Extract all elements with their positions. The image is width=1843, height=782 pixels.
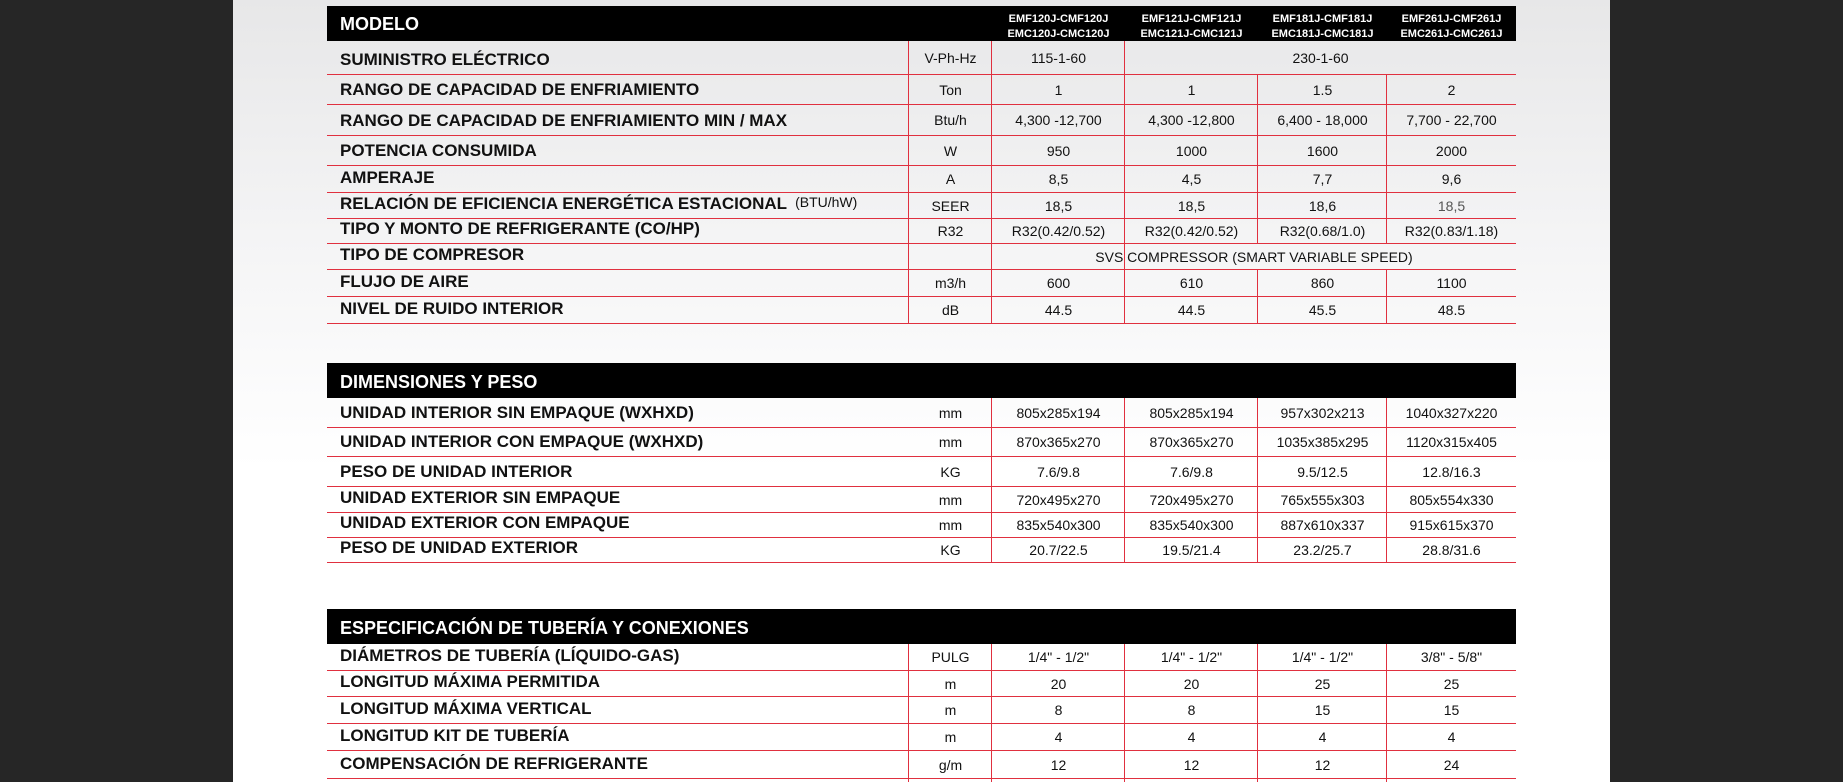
piping-title: ESPECIFICACIÓN DE TUBERÍA Y CONEXIONES	[340, 618, 749, 638]
grid-line	[1257, 398, 1258, 563]
value-cell: 24	[1443, 756, 1460, 773]
modelo-title: MODELO	[340, 14, 419, 34]
grid-line	[1386, 644, 1387, 782]
unit-cell: g/m	[938, 756, 963, 773]
grid-line	[1386, 398, 1387, 563]
value-cell: 3/8" - 5/8"	[1420, 649, 1483, 665]
unit-cell: SEER	[931, 197, 970, 214]
row-rango-minmax	[327, 105, 1516, 136]
grid-line	[1124, 398, 1125, 563]
value-cell: 20.7/22.5	[1029, 542, 1088, 558]
unit-cell	[909, 244, 992, 269]
dim-row	[327, 457, 1516, 487]
grid-line	[1124, 644, 1125, 782]
value-cell: 44.5	[1177, 302, 1206, 318]
row-label: LONGITUD MÁXIMA VERTICAL	[340, 699, 592, 718]
unit-cell: KG	[940, 463, 961, 480]
pipe-row	[327, 644, 1516, 671]
grid-line	[991, 644, 992, 782]
unit-cell: W	[943, 142, 958, 159]
value-cell: 1	[1054, 81, 1063, 98]
row-label: UNIDAD INTERIOR SIN EMPAQUE (WXHXD)	[340, 403, 694, 422]
value-cell: 7,7	[1312, 171, 1333, 187]
value-cell: 25	[1443, 675, 1460, 692]
value-cell: 20	[1050, 675, 1067, 692]
dim-row	[327, 487, 1516, 513]
value-cell: 870x365x270	[1149, 434, 1234, 450]
dimensions-title: DIMENSIONES Y PESO	[340, 372, 538, 392]
row-label: LONGITUD MÁXIMA PERMITIDA	[340, 672, 601, 691]
value-cell: 12	[1183, 756, 1200, 773]
pipe-row	[327, 751, 1516, 779]
row-refrigerante	[327, 219, 1516, 244]
value-cell: 4,300 -12,800	[1148, 112, 1235, 128]
value-cell: 835x540x300	[1016, 517, 1101, 533]
value-cell: 9,6	[1441, 171, 1462, 187]
value-cell: 18,5	[1177, 197, 1206, 214]
value-cell: 1000	[1175, 142, 1208, 159]
value-cell: 15	[1443, 702, 1460, 718]
grid-line	[1386, 75, 1387, 244]
grid-line	[991, 41, 992, 324]
pipe-row	[327, 671, 1516, 697]
model-col-3: EMF181J-CMF181J EMC181J-CMC181J	[1271, 13, 1374, 40]
row-ruido	[327, 297, 1516, 324]
value-cell: 7.6/9.8	[1170, 463, 1213, 480]
dim-row	[327, 398, 1516, 428]
grid-line	[908, 644, 909, 782]
value-cell: 765x555x303	[1280, 491, 1365, 508]
unit-cell: dB	[941, 302, 960, 318]
value-cell: 1600	[1306, 142, 1339, 159]
row-potencia	[327, 136, 1516, 166]
value-cell: 28.8/31.6	[1422, 542, 1481, 558]
row-label: UNIDAD INTERIOR CON EMPAQUE (WXHXD)	[340, 432, 704, 451]
value-cell: 18,5	[1437, 197, 1466, 214]
row-label: LONGITUD KIT DE TUBERÍA	[340, 726, 570, 745]
value-cell: 19.5/21.4	[1162, 542, 1221, 558]
row-rango	[327, 75, 1516, 105]
value-cell: 4	[1054, 729, 1063, 745]
value-cell: 12.8/16.3	[1422, 463, 1481, 480]
pipe-row	[327, 724, 1516, 751]
row-label: TIPO Y MONTO DE REFRIGERANTE (CO/HP)	[340, 219, 700, 238]
row-label: PESO DE UNIDAD INTERIOR	[340, 462, 573, 481]
unit-cell: V-Ph-Hz	[924, 49, 977, 66]
value-cell: 115-1-60	[1030, 49, 1086, 66]
unit-cell: m3/h	[934, 275, 967, 291]
row-label: SUMINISTRO ELÉCTRICO	[340, 50, 550, 69]
value-cell-span: SVS COMPRESSOR (SMART VARIABLE SPEED)	[1095, 248, 1413, 265]
row-label: DIÁMETROS DE TUBERÍA (LÍQUIDO-GAS)	[340, 646, 680, 665]
value-cell: 1/4" - 1/2"	[1291, 649, 1354, 665]
value-cell: 48.5	[1437, 302, 1466, 318]
row-label: PESO DE UNIDAD EXTERIOR	[340, 538, 579, 557]
row-label: TIPO DE COMPRESOR	[340, 245, 525, 264]
value-cell: 835x540x300	[1149, 517, 1234, 533]
value-cell: 720x495x270	[1149, 491, 1234, 508]
row-label: RANGO DE CAPACIDAD DE ENFRIAMIENTO MIN / MAX	[340, 111, 788, 130]
value-cell: 44.5	[1044, 302, 1073, 318]
value-cell: 1.5	[1312, 81, 1333, 98]
value-cell: 12	[1050, 756, 1067, 773]
value-cell: 4,300 -12,700	[1015, 112, 1102, 128]
value-cell: 4	[1318, 729, 1327, 745]
value-cell: 805x285x194	[1016, 404, 1101, 421]
row-label: RELACIÓN DE EFICIENCIA ENERGÉTICA ESTACIONAL (BTU/hW)	[340, 194, 858, 213]
value-cell: 4,5	[1181, 171, 1202, 187]
value-cell: R32(0.68/1.0)	[1279, 223, 1366, 239]
unit-cell: PULG	[931, 649, 970, 665]
unit-cell: A	[945, 171, 956, 187]
value-cell: 887x610x337	[1280, 517, 1365, 533]
value-cell: 9.5/12.5	[1297, 463, 1348, 480]
value-cell: 18,6	[1308, 197, 1337, 214]
value-cell: 957x302x213	[1280, 404, 1365, 421]
unit-cell: mm	[938, 434, 963, 450]
value-cell: R32(0.42/0.52)	[1144, 223, 1239, 239]
value-cell: 7.6/9.8	[1037, 463, 1080, 480]
value-cell: 6,400 - 18,000	[1277, 112, 1368, 128]
row-suministro	[327, 41, 1516, 75]
value-cell: 18,5	[1044, 197, 1073, 214]
value-cell: 805x554x330	[1409, 491, 1494, 508]
unit-cell: mm	[938, 404, 963, 421]
value-cell: 915x615x370	[1409, 517, 1494, 533]
value-cell: 12	[1314, 756, 1331, 773]
unit-cell: m	[944, 729, 957, 745]
dim-row	[327, 538, 1516, 563]
value-cell: 610	[1179, 275, 1204, 291]
unit-cell: Btu/h	[934, 112, 967, 128]
unit-cell: m	[944, 675, 957, 692]
value-cell: 1100	[1436, 275, 1467, 291]
specs-table	[327, 6, 1516, 321]
value-cell: 720x495x270	[1016, 491, 1101, 508]
value-cell: 860	[1310, 275, 1335, 291]
unit-cell: m	[944, 702, 957, 718]
piping-header	[327, 609, 1516, 644]
row-label: UNIDAD EXTERIOR SIN EMPAQUE	[340, 488, 621, 507]
value-cell: 8,5	[1048, 171, 1069, 187]
value-cell: 805x285x194	[1149, 404, 1234, 421]
pipe-row	[327, 697, 1516, 724]
model-header-row	[327, 6, 1516, 41]
grid-line	[1124, 41, 1125, 324]
value-cell: 870x365x270	[1016, 434, 1101, 450]
value-cell: 2000	[1435, 142, 1468, 159]
unit-cell: mm	[938, 517, 963, 533]
grid-line	[1257, 644, 1258, 782]
unit-cell: mm	[938, 491, 963, 508]
dimensions-header	[327, 363, 1516, 398]
value-cell: 4	[1187, 729, 1196, 745]
row-label: UNIDAD EXTERIOR CON EMPAQUE	[340, 513, 630, 532]
value-cell: 1035x385x295	[1276, 434, 1369, 450]
value-cell: 600	[1046, 275, 1071, 291]
value-cell: 25	[1314, 675, 1331, 692]
row-amperaje	[327, 166, 1516, 193]
dim-row	[327, 428, 1516, 457]
model-col-4: EMF261J-CMF261J EMC261J-CMC261J	[1400, 13, 1503, 40]
value-cell: 7,700 - 22,700	[1406, 112, 1497, 128]
value-cell: 4	[1447, 729, 1456, 745]
value-cell: 2	[1447, 81, 1456, 98]
grid-line	[1257, 270, 1258, 324]
value-cell: 45.5	[1308, 302, 1337, 318]
model-col-1: EMF120J-CMF120J EMC120J-CMC120J	[1007, 13, 1110, 40]
unit-cell: KG	[940, 542, 961, 558]
value-cell: 20	[1183, 675, 1200, 692]
row-label: RANGO DE CAPACIDAD DE ENFRIAMIENTO	[340, 80, 700, 99]
value-cell: 1/4" - 1/2"	[1027, 649, 1090, 665]
value-cell: 1120x315x405	[1406, 434, 1497, 450]
model-col-2: EMF121J-CMF121J EMC121J-CMC121J	[1140, 13, 1243, 40]
value-cell: 8	[1054, 702, 1063, 718]
grid-line	[1386, 270, 1387, 324]
value-cell: 950	[1046, 142, 1071, 159]
grid-line	[991, 398, 992, 563]
value-cell: 1040x327x220	[1405, 404, 1498, 421]
grid-line	[908, 41, 909, 324]
row-flujo	[327, 270, 1516, 297]
value-cell: 15	[1314, 702, 1331, 718]
value-cell: 1	[1187, 81, 1196, 98]
row-label: NIVEL DE RUIDO INTERIOR	[340, 299, 564, 318]
row-label: POTENCIA CONSUMIDA	[340, 141, 537, 160]
row-seer	[327, 193, 1516, 219]
dimensions-table	[327, 363, 1516, 563]
value-cell: 1/4" - 1/2"	[1160, 649, 1223, 665]
unit-cell: Ton	[939, 81, 962, 98]
dim-row	[327, 513, 1516, 538]
row-label: FLUJO DE AIRE	[340, 272, 469, 291]
unit-cell: R32	[937, 223, 964, 239]
value-cell-span: 230-1-60	[1292, 49, 1349, 66]
row-compresor	[327, 244, 1516, 270]
value-cell: 23.2/25.7	[1293, 542, 1352, 558]
piping-table	[327, 609, 1516, 782]
grid-line	[1257, 75, 1258, 244]
row-label: AMPERAJE	[340, 168, 435, 187]
value-cell: 8	[1187, 702, 1196, 718]
value-cell: R32(0.83/1.18)	[1404, 223, 1499, 239]
row-label: COMPENSACIÓN DE REFRIGERANTE	[340, 754, 648, 773]
value-cell: R32(0.42/0.52)	[1011, 223, 1106, 239]
